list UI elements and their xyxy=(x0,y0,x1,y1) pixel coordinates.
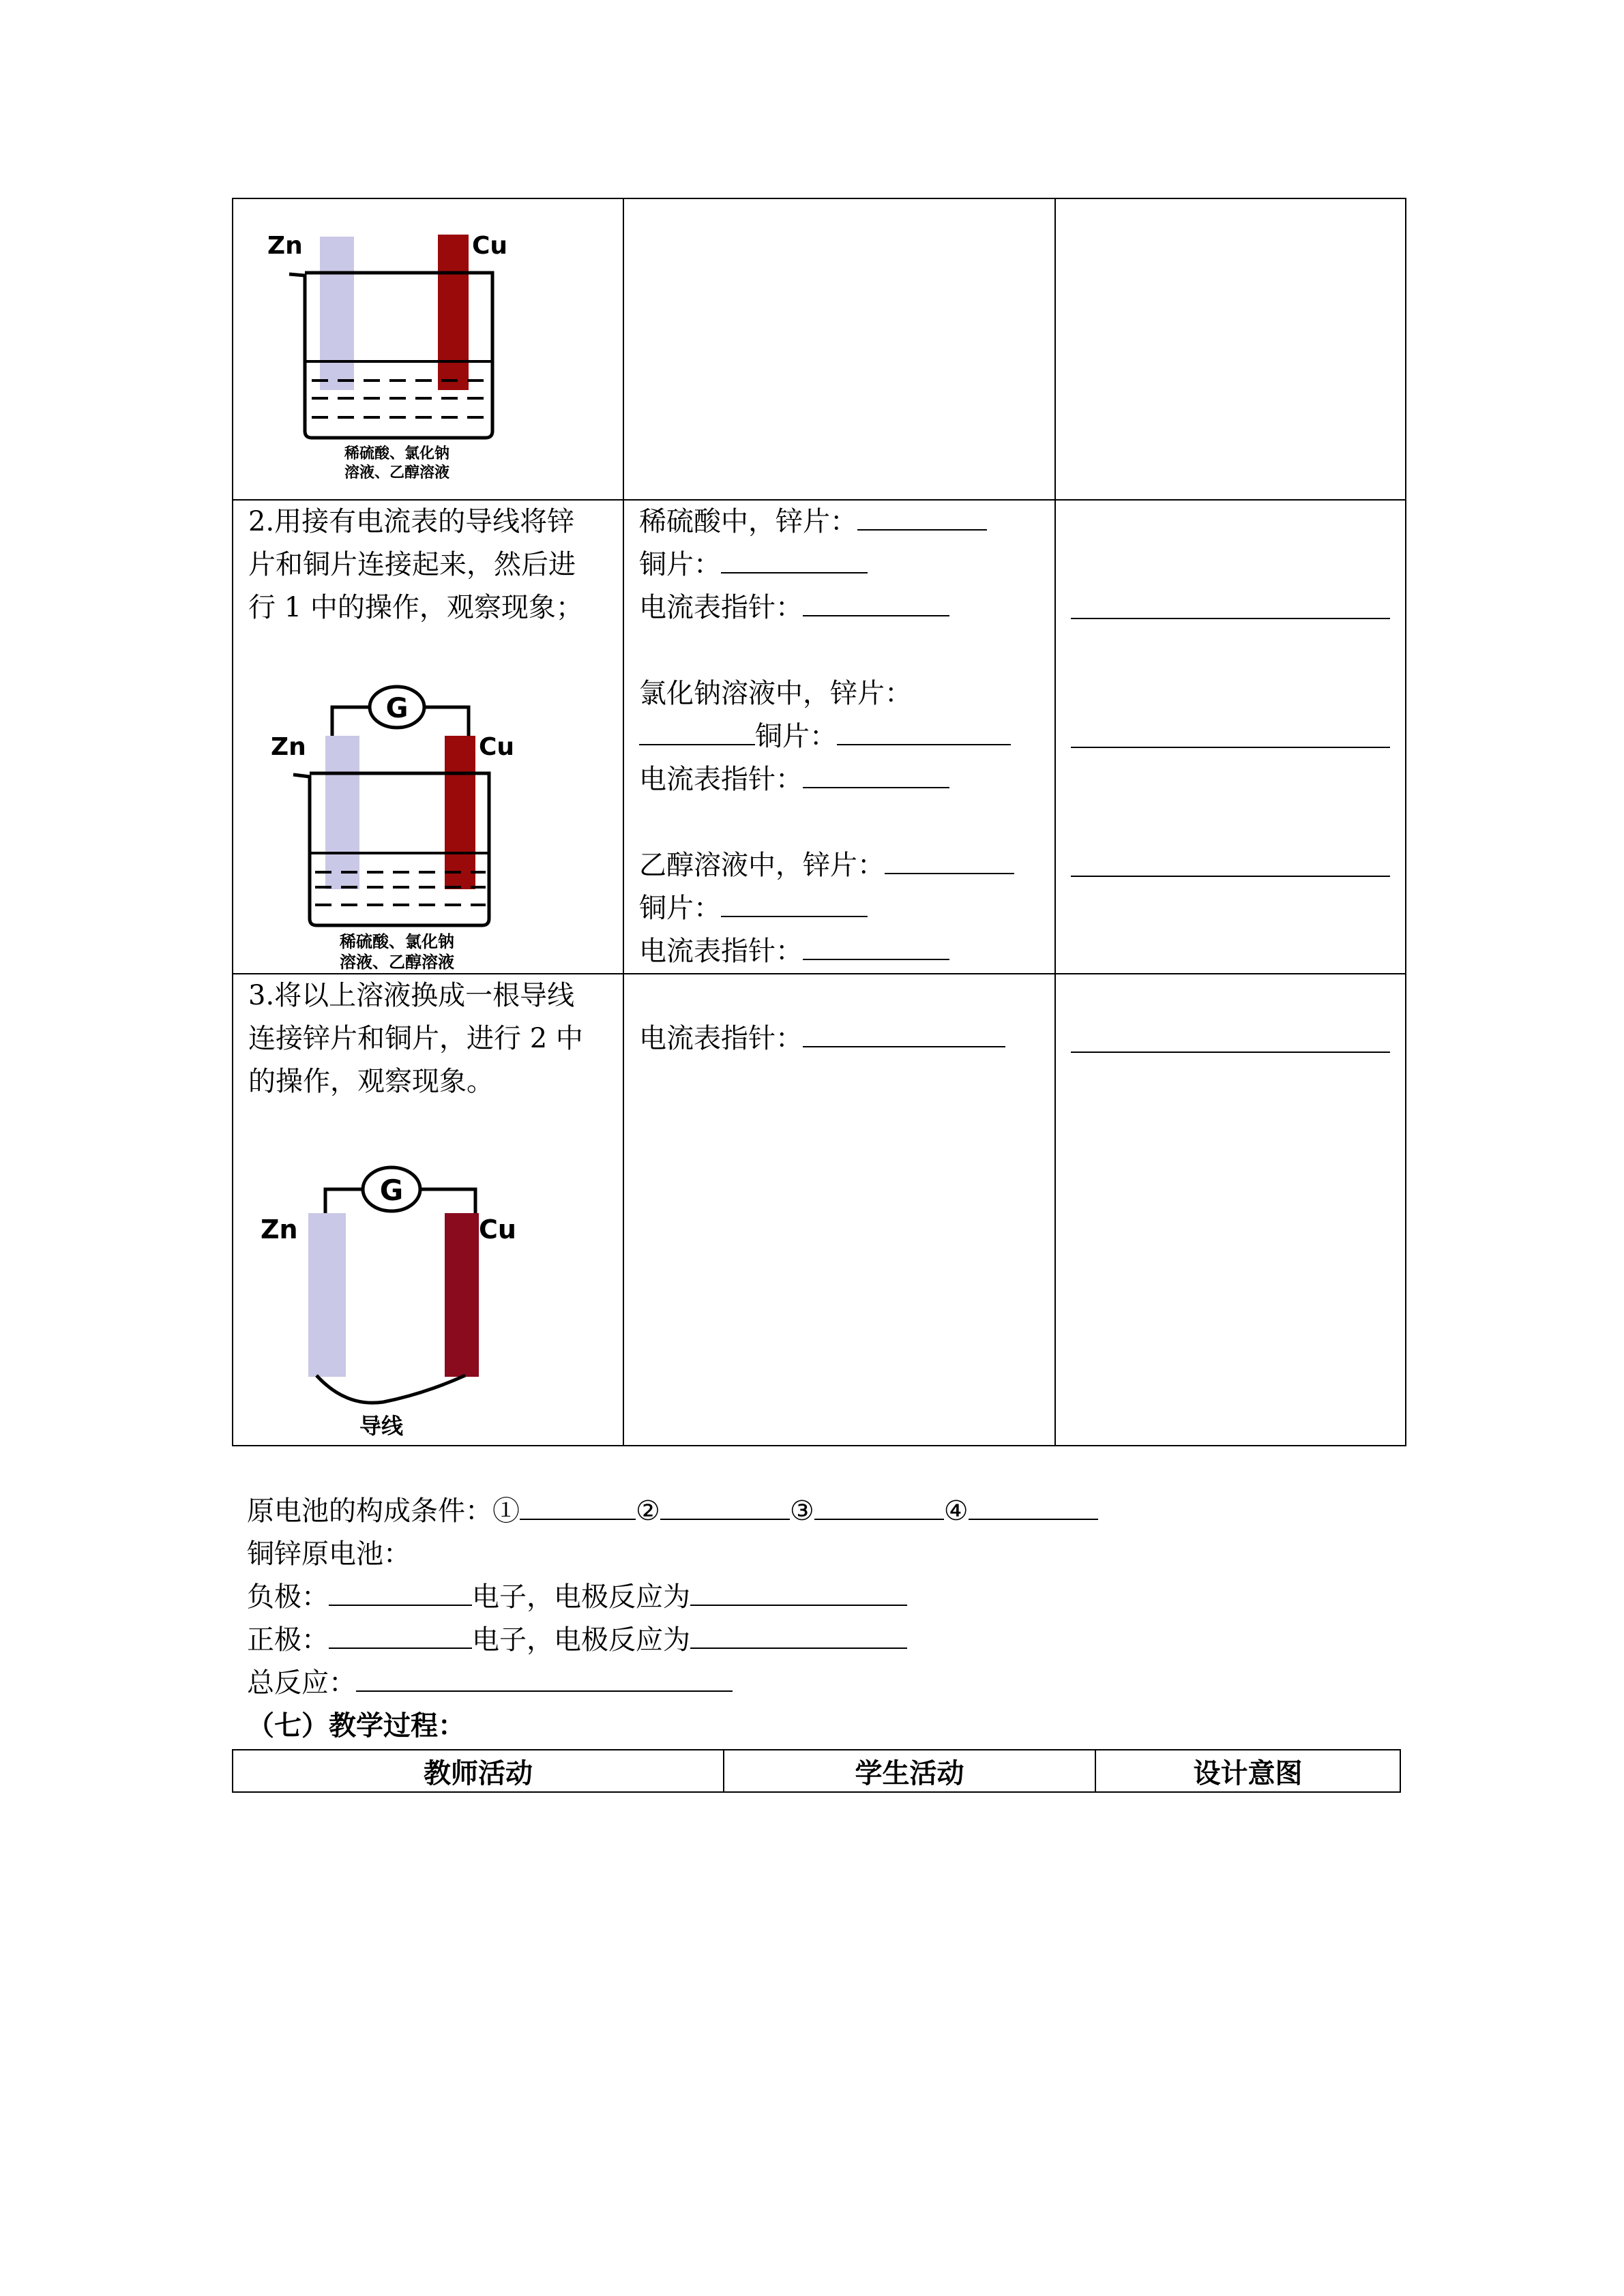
galvanometer-label: G xyxy=(385,693,409,724)
zn-label: Zn xyxy=(271,733,306,761)
step-text: 2.用接有电流表的导线将锌 xyxy=(248,506,575,537)
condition-mark: ② xyxy=(636,1495,660,1527)
cu-label: Cu xyxy=(472,232,508,260)
condition-mark: ④ xyxy=(943,1495,969,1527)
zinc-electrode xyxy=(308,1213,346,1377)
step-cell xyxy=(233,974,623,1446)
answer-blank[interactable] xyxy=(803,1019,1005,1047)
copper-electrode xyxy=(445,1213,479,1377)
zn-label: Zn xyxy=(267,232,303,260)
galvanometer-label: G xyxy=(379,1174,404,1207)
wire-circuit-diagram xyxy=(233,1107,624,1448)
conclusion-blank[interactable] xyxy=(1071,747,1390,748)
copper-electrode xyxy=(445,736,475,889)
step-cell xyxy=(233,198,623,500)
obs-label: 电流表指针： xyxy=(639,592,803,623)
step-text: 连接锌片和铜片，进行 2 中 xyxy=(248,1023,583,1054)
zn-label: Zn xyxy=(261,1214,298,1244)
cu-label: Cu xyxy=(479,1214,516,1244)
connecting-wire xyxy=(316,1375,465,1403)
answer-blank[interactable] xyxy=(329,1577,472,1606)
answer-blank[interactable] xyxy=(329,1620,472,1649)
conclusion-blank[interactable] xyxy=(1071,1052,1390,1053)
zinc-electrode xyxy=(325,736,359,889)
step-cell xyxy=(233,500,623,974)
obs-label: 铜片： xyxy=(639,893,721,924)
conclusion-blank[interactable] xyxy=(1071,618,1390,619)
table-row xyxy=(233,500,1406,974)
answer-blank[interactable] xyxy=(885,846,1014,874)
answer-blank[interactable] xyxy=(969,1491,1098,1520)
step-text: 的操作，观察现象。 xyxy=(248,1066,494,1097)
observation-cell xyxy=(623,198,1055,500)
step-text: 行 1 中的操作，观察现象； xyxy=(248,592,583,623)
conditions-label: 原电池的构成条件： xyxy=(247,1495,492,1527)
process-table xyxy=(232,1749,1401,1793)
answer-blank[interactable] xyxy=(814,1491,944,1520)
table-header-row xyxy=(233,1750,1400,1792)
conclusion-cell xyxy=(1055,198,1406,500)
obs-label: 稀硫酸中，锌片： xyxy=(639,506,857,537)
wire-label: 导线 xyxy=(359,1413,404,1439)
answer-blank[interactable] xyxy=(837,717,1011,745)
table-row xyxy=(233,198,1406,500)
answer-blank[interactable] xyxy=(356,1663,733,1692)
obs-label: 电流表指针： xyxy=(639,936,803,967)
beaker-diagram-1 xyxy=(233,199,624,499)
answer-blank[interactable] xyxy=(803,588,949,616)
answer-blank[interactable] xyxy=(690,1620,907,1649)
condition-mark: ① xyxy=(492,1495,520,1527)
obs-label: 电流表指针： xyxy=(639,764,803,795)
header-design: 设计意图 xyxy=(1095,1750,1400,1792)
section-title: （七）教学过程： xyxy=(247,1710,465,1742)
negative-label: 负极： xyxy=(247,1581,329,1613)
answer-blank[interactable] xyxy=(690,1577,907,1606)
table-row xyxy=(233,974,1406,1446)
answer-blank[interactable] xyxy=(803,760,949,788)
conclusion-cell xyxy=(1055,500,1406,974)
solution-caption-1: 稀硫酸、氯化钠 xyxy=(340,932,454,951)
answer-blank[interactable] xyxy=(721,889,868,917)
cu-label: Cu xyxy=(479,733,515,761)
obs-label: 电流表指针： xyxy=(639,1023,803,1054)
header-teacher: 教师活动 xyxy=(233,1750,724,1792)
answer-blank[interactable] xyxy=(803,931,949,960)
answer-blank[interactable] xyxy=(721,545,868,573)
positive-label: 正极： xyxy=(247,1624,329,1656)
conclusion-cell xyxy=(1055,974,1406,1446)
observation-cell xyxy=(623,974,1055,1446)
negative-mid: 电子，电极反应为 xyxy=(472,1581,690,1613)
total-label: 总反应： xyxy=(247,1667,356,1699)
header-student: 学生活动 xyxy=(724,1750,1095,1792)
obs-label: 铜片： xyxy=(755,721,837,752)
obs-label: 乙醇溶液中，锌片： xyxy=(639,850,885,881)
answer-blank[interactable] xyxy=(660,1491,790,1520)
answer-blank[interactable] xyxy=(520,1491,636,1520)
answer-blank[interactable] xyxy=(639,717,755,745)
conclusion-blank[interactable] xyxy=(1071,876,1390,877)
observation-cell xyxy=(623,500,1055,974)
copper-electrode xyxy=(438,235,469,390)
galvanometer-beaker-diagram xyxy=(233,633,624,974)
solution-caption-1: 稀硫酸、氯化钠 xyxy=(344,445,450,462)
step-text: 3.将以上溶液换成一根导线 xyxy=(248,980,575,1011)
conditions-section xyxy=(247,1490,1475,1705)
solution-caption-2: 溶液、乙醇溶液 xyxy=(340,953,454,972)
obs-label: 铜片： xyxy=(639,549,721,580)
cell-title: 铜锌原电池： xyxy=(247,1538,411,1570)
condition-mark: ③ xyxy=(789,1495,814,1527)
step-text: 片和铜片连接起来，然后进 xyxy=(248,549,576,580)
positive-mid: 电子，电极反应为 xyxy=(472,1624,690,1656)
zinc-electrode xyxy=(320,237,354,390)
solution-caption-2: 溶液、乙醇溶液 xyxy=(344,464,450,481)
answer-blank[interactable] xyxy=(857,502,987,531)
experiment-table xyxy=(232,198,1406,1446)
obs-label: 氯化钠溶液中，锌片： xyxy=(639,678,912,709)
